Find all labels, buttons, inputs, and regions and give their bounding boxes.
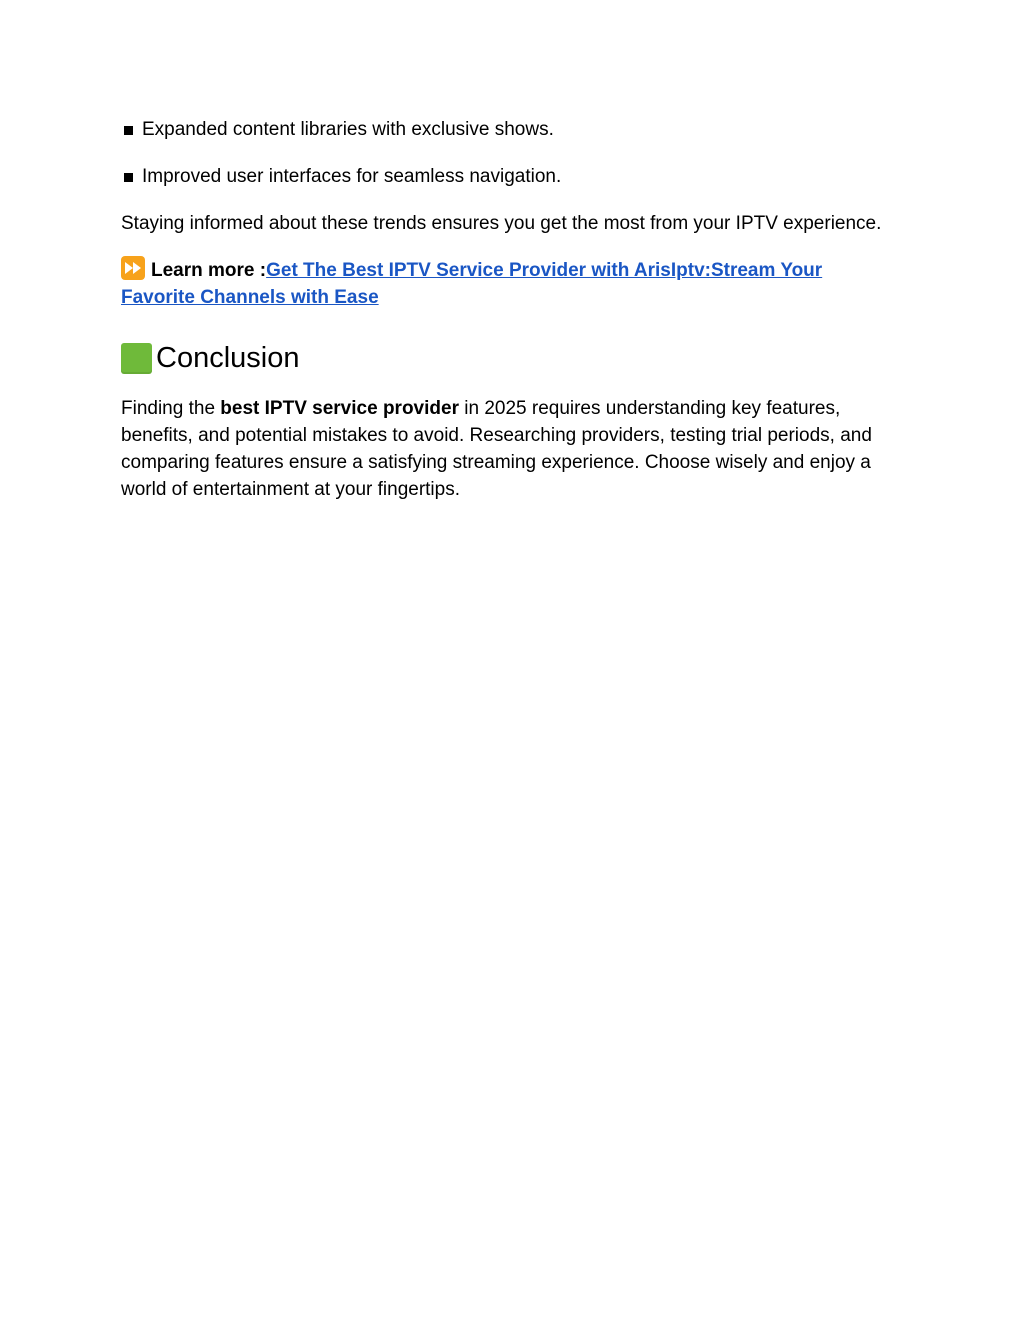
- document-page: [121, 116, 891, 522]
- square-bullet-icon: [124, 126, 133, 135]
- list-item: [121, 116, 891, 143]
- learn-more-line: [121, 256, 891, 311]
- fast-forward-icon: [121, 256, 145, 280]
- staying-informed-paragraph: Staying informed about these trends ensures you get the most from your IPTV experience.: [121, 213, 882, 234]
- learn-more-label: Learn more :: [151, 260, 267, 281]
- square-bullet-icon: [124, 173, 133, 182]
- article-link[interactable]: Get The Best IPTV Service Provider with ArisIptv:Stream Your Favorite Channels with Ease: [121, 260, 823, 308]
- list-item: [121, 163, 891, 190]
- section-heading: [121, 340, 891, 376]
- green-square-icon: [121, 343, 152, 374]
- section-heading-text: Conclusion: [156, 342, 300, 374]
- list-item-text: Expanded content libraries with exclusive shows.: [142, 119, 554, 140]
- conclusion-paragraph: [121, 395, 891, 503]
- conclusion-text-end: in 2025 requires understanding key features, benefits, and potential mistakes to avoid. Researching providers, testing trial periods, and comparing features ensure a satisfying streaming experience. Choose wisely and enjoy a world of entertainment at your fingertips.: [121, 398, 872, 500]
- list-item-text: Improved user interfaces for seamless navigation.: [142, 166, 562, 187]
- conclusion-bold-text: best IPTV service provider: [220, 398, 459, 419]
- conclusion-text-start: Finding the: [121, 398, 221, 419]
